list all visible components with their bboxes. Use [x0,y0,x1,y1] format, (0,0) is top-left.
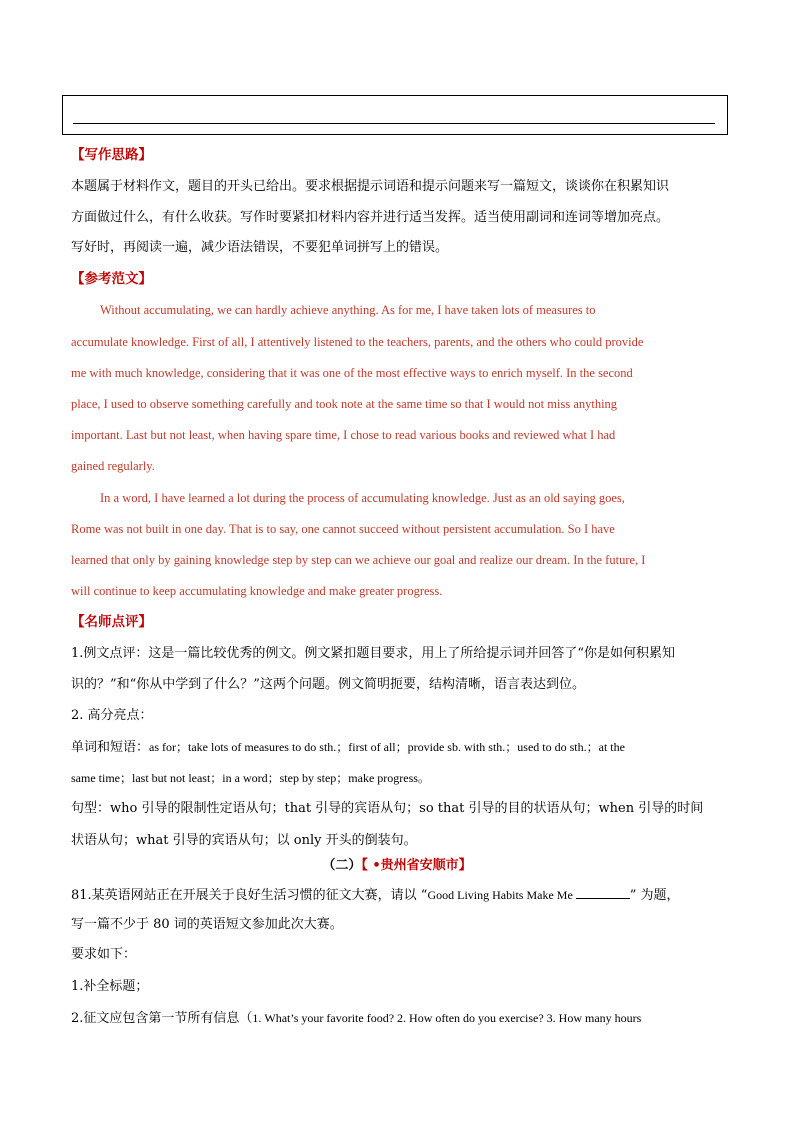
words-phrases-text-2: same time；last but not least；in a word；step by step；make progress。 [71,771,430,785]
sentence-patterns-text-1: who 引导的限制性定语从句；that 引导的宾语从句；so that 引导的目的状语从句；when 引导的时间 [110,801,704,816]
requirement-2 [71,1010,641,1027]
words-phrases-line-2 [71,770,430,787]
subsection-title [0,858,794,874]
requirements-label: 要求如下： [71,947,137,962]
question-intro-end: ” 为题， [629,888,680,903]
comment-line-1: 1.例文点评：这是一篇比较优秀的例文。例文紧扣题目要求，用上了所给提示词并回答了“你是如何积累知 [71,646,676,661]
words-phrases-text-1: as for；take lots of measures to do sth.；first of all；provide sb. with sth.；used to do sth.；at the [149,740,625,754]
sample-line-5: important. Last but not least, when having spare time, I chose to read various books and reviewed what I had [71,428,616,442]
title-blank[interactable] [576,886,630,899]
answer-box [62,95,728,135]
requirement-2-zh: 2.征文应包含第一节所有信息（ [71,1011,253,1026]
thoughts-line-1: 本题属于材料作文，题目的开头已给出。要求根据提示词语和提示问题来写一篇短文，谈谈你在积累知识 [71,179,670,194]
sample-line-10: will continue to keep accumulating knowledge and make greater progress. [71,584,443,598]
essay-title: Good Living Habits Make Me [427,888,576,902]
sample-line-3: me with much knowledge, considering that it was one of the most effective ways to enrich myself. In the second [71,366,633,380]
requirement-1: 1.补全标题； [71,979,149,994]
answer-line[interactable] [73,123,715,124]
words-phrases-label: 单词和短语： [71,740,150,755]
sentence-patterns-label: 句型： [71,801,111,816]
requirement-2-en: 1. What’s your favorite food? 2. How often do you exercise? 3. How many hours [252,1011,642,1025]
words-phrases-line-1 [71,739,625,756]
sample-line-2: accumulate knowledge. First of all, I attentively listened to the teachers, parents, and the others who could provide [71,335,644,349]
sample-line-4: place, I used to observe something carefully and took note at the same time so that I would not miss anything [71,397,618,411]
question-line-2: 写一篇不少于 80 词的英语短文参加此次大赛。 [71,917,343,932]
writing-thoughts-heading: 【写作思路】 [71,147,152,163]
teacher-comment-heading: 【名师点评】 [71,614,152,630]
thoughts-line-2: 方面做过什么，有什么收获。写作时要紧扣材料内容并进行适当发挥。适当使用副词和连词等增加亮点。 [71,210,670,225]
sample-line-7: In a word, I have learned a lot during the process of accumulating knowledge. Just as an old saying goes, [100,491,625,505]
thoughts-line-3: 写好时，再阅读一遍，减少语法错误，不要犯单词拼写上的错误。 [71,240,449,255]
sample-line-8: Rome was not built in one day. That is to say, one cannot succeed without persistent accumulation. So I have [71,522,615,536]
sample-line-1: Without accumulating, we can hardly achieve anything. As for me, I have taken lots of measures to [100,303,596,317]
question-intro: 81.某英语网站正在开展关于良好生活习惯的征文大赛，请以 “ [71,888,428,903]
sentence-patterns-line-1 [71,801,703,817]
sample-essay-heading: 【参考范文】 [71,271,152,287]
subsection-location: 【 •贵州省安顺市】 [361,858,472,873]
subsection-number: （二） [322,858,362,873]
sentence-patterns-line-2: 状语从句；what 引导的宾语从句；以 only 开头的倒装句。 [71,833,417,848]
sample-line-9: learned that only by gaining knowledge step by step can we achieve our goal and realize our dream. In the future, I [71,553,646,567]
comment-line-2: 识的？”和“你从中学到了什么？”这两个问题。例文简明扼要，结构清晰，语言表达到位。 [71,677,585,692]
question-line-1 [71,886,680,904]
highlights-label: 2. 高分亮点： [71,708,153,723]
sample-line-6: gained regularly. [71,459,155,473]
